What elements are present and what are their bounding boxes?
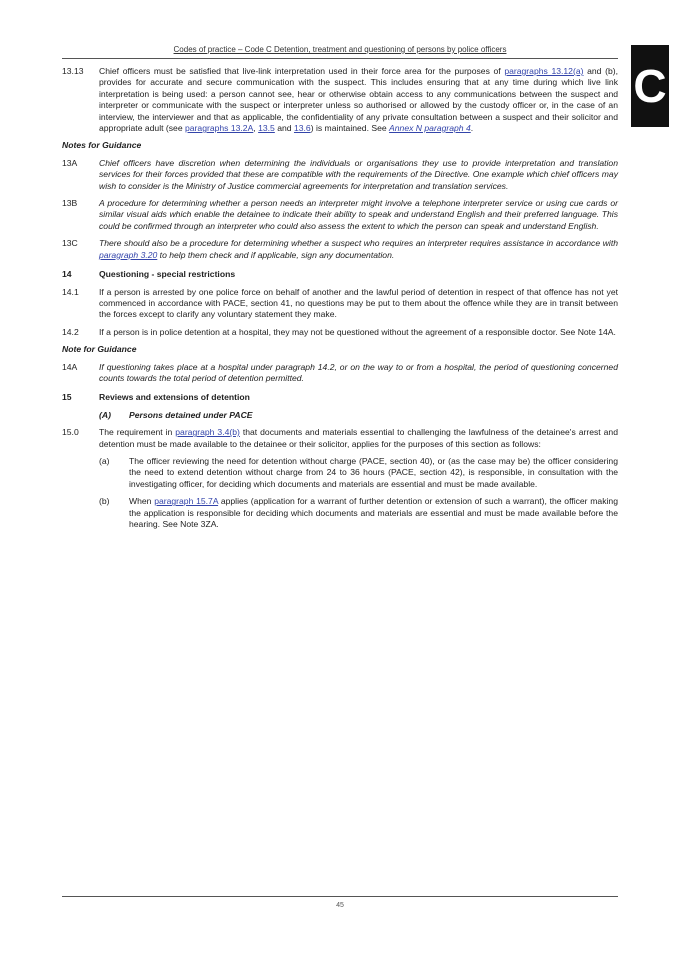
para-text: ,: [253, 123, 259, 134]
para-text: If a person is arrested by one police force on behalf of another and the lawful period of detention in respect of that offence has not yet commenced in accordance with PACE, section 41, no questions may be put to them about the offence while they are in transit between the forces except to clarify any voluntary statement they make.: [99, 286, 618, 320]
section-title: Questioning - special restrictions: [99, 269, 236, 280]
section-number: 15: [62, 392, 72, 403]
para-text: and (b), provides for accurate and secure communication with the suspect. This includes ensuring that at any time during which live link interpretation is being used: a person cannot see, hear or otherwise obtain access to any communications between the suspect and interpreter or communicate with the suspect or interpreter unless so authorised or allowed by the custody officer or, in the case of an interview, the interviewer and that as applicable, the confidentiality of any private consultation between a suspect and their solicitor and appropriate adult (see: [99, 66, 618, 134]
item-label: (a): [99, 455, 110, 466]
note-14a: [62, 362, 618, 385]
item-label: (b): [99, 496, 110, 507]
section-14-heading: [62, 269, 618, 280]
link-paragraph-13-12a[interactable]: paragraphs 13.12(a): [504, 66, 584, 76]
paragraph-15-0-a: [99, 456, 618, 490]
note-text: A procedure for determining whether a person needs an interpreter might involve a telephone interpreter service or using cue cards or similar visual aids which enable the detainee to indicate their ability to speak and understand English and their preferred language. This could be confirmed through an interpreter who could also assess the extent to which the person can speak and understand English.: [99, 198, 618, 231]
note-text: If questioning takes place at a hospital under paragraph 14.2, or on the way to or from a hospital, the period of questioning concerned counts towards the total period of detention permitted.: [99, 361, 618, 383]
para-number: 13.13: [62, 66, 84, 76]
note-text: to help them check and if applicable, sign any documentation.: [157, 249, 395, 260]
para-text: and: [274, 123, 294, 134]
running-header: [62, 44, 618, 59]
page-number: 45: [336, 902, 344, 909]
link-paragraph-3-4b[interactable]: paragraph 3.4(b): [175, 427, 240, 438]
para-text: If a person is in police detention at a hospital, they may not be questioned without the agreement of a responsible doctor. See Note 14A.: [99, 326, 616, 337]
para-number: 15.0: [62, 427, 79, 438]
link-paragraph-13-5[interactable]: 13.5: [258, 123, 275, 134]
notes-for-guidance-heading: Notes for Guidance: [62, 140, 142, 151]
link-paragraph-15-7a[interactable]: paragraph 15.7A: [154, 496, 219, 507]
para-number: 14.1: [62, 286, 79, 297]
page-footer: [62, 896, 618, 911]
subsection-number: (A): [99, 409, 111, 420]
paragraph-14-2: [62, 327, 618, 338]
link-paragraph-3-20[interactable]: paragraph 3.20: [99, 249, 158, 260]
item-text: applies (application for a warrant of further detention or extension of such a warrant), the officer making the application is responsible for deciding which documents and materials are essential and must be made available before the hearing. See Note 3ZA.: [129, 496, 618, 529]
paragraph-13-13: [62, 66, 618, 134]
note-text: Chief officers have discretion when determining the individuals or organisations they use to provide interpretation and translation services for their forces provided that these are compatible with the requirements of the Directive. One example which chief officers may wish to consider is the Ministry of Justice commercial agreements for interpretation and translation services.: [99, 157, 618, 191]
note-number: 13A: [62, 157, 78, 168]
note-text: There should also be a procedure for determining whether a suspect who requires an interpreter requires assistance in accordance with: [99, 238, 618, 249]
para-number: 14.2: [62, 326, 79, 337]
para-text: ) is maintained. See: [310, 123, 390, 134]
note-13c: [62, 238, 618, 261]
note-13b: [62, 198, 618, 232]
section-number: 14: [62, 269, 72, 280]
section-title: Reviews and extensions of detention: [99, 392, 250, 403]
link-annex-n[interactable]: Annex N paragraph 4: [389, 123, 471, 134]
link-paragraph-13-2a[interactable]: paragraphs 13.2A: [185, 123, 254, 134]
paragraph-15-0: [62, 427, 618, 450]
note-number: 14A: [62, 361, 78, 372]
paragraph-14-1: [62, 287, 618, 321]
note-number: 13B: [62, 198, 78, 209]
item-text: The officer reviewing the need for detention without charge (PACE, section 40), or (as the case may be) the officer considering the need to extend detention without charge from 24 to 36 hours (PACE, section 42), is responsible, in consultation with the investigating officer, for deciding which documents and materials are essential and must be made available.: [129, 455, 618, 489]
header-title: Codes of practice – Code C Detention, treatment and questioning of persons by police officers: [173, 45, 507, 54]
link-paragraph-13-6[interactable]: 13.6: [293, 123, 311, 134]
section-tab-c: C: [631, 45, 669, 127]
paragraph-15-0-b: [99, 496, 618, 530]
note-13a: [62, 158, 618, 192]
note-for-guidance-heading: Note for Guidance: [62, 344, 137, 355]
para-text: .: [470, 123, 474, 134]
para-text: that documents and materials essential to challenging the lawfulness of the detainee's arrest and detention must be made available to the detainee or their solicitor, applies for the purposes of this section as follows:: [99, 427, 618, 449]
subsection-a-heading: [99, 410, 618, 421]
para-text: Chief officers must be satisfied that live-link interpretation used in their force area for the purposes of: [99, 66, 505, 76]
subsection-title: Persons detained under PACE: [129, 409, 253, 420]
item-text: When: [129, 496, 155, 507]
note-number: 13C: [62, 238, 78, 249]
para-text: The requirement in: [99, 427, 176, 438]
page-content: [62, 66, 618, 536]
section-15-heading: [62, 392, 618, 403]
